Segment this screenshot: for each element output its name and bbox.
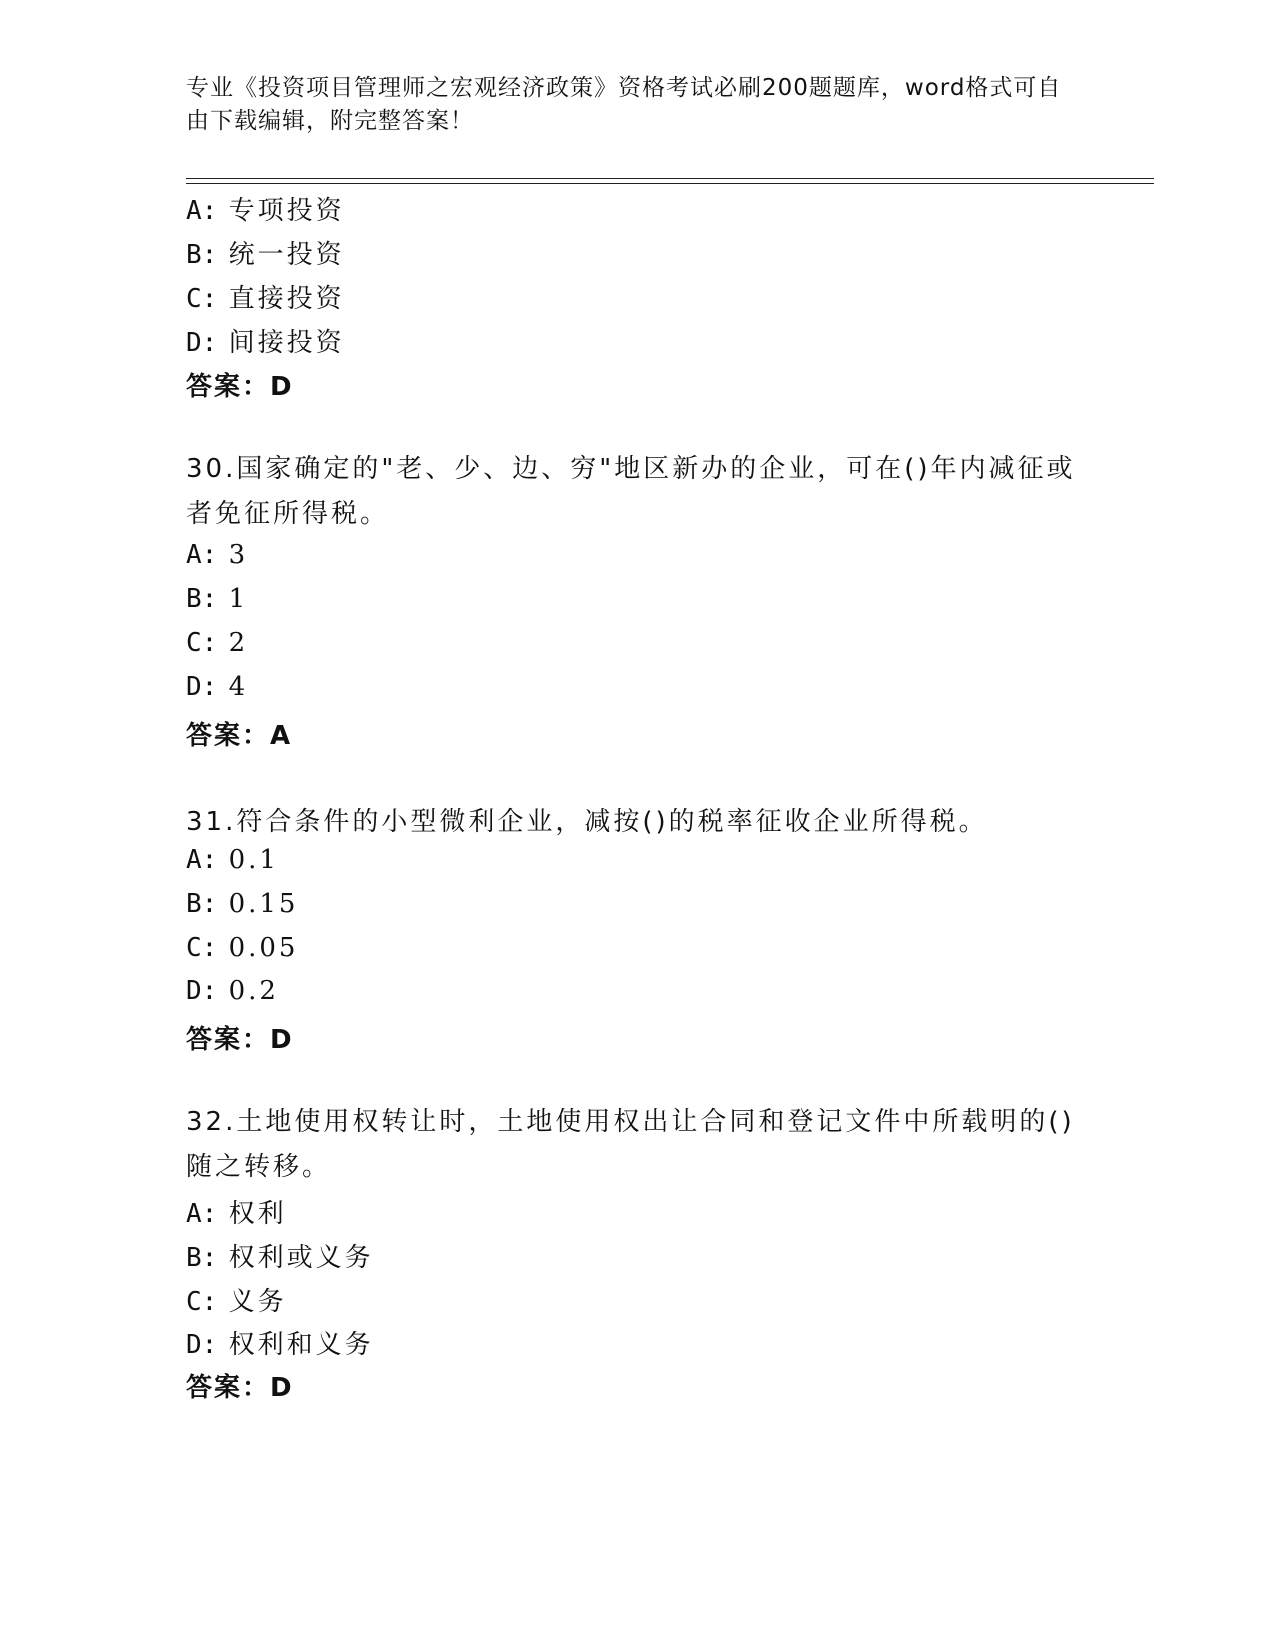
- option-a: A: 0.1: [186, 845, 279, 875]
- option-d: D: 0.2: [186, 976, 279, 1006]
- option-b: B: 1: [186, 584, 249, 614]
- question-stem: 30.国家确定的"老、少、边、穷"地区新办的企业，可在()年内减征或者免征所得税。: [186, 454, 1076, 529]
- header-rule-top: [186, 178, 1154, 179]
- option-c: C: 直接投资: [186, 284, 345, 314]
- option-a: A: 3: [186, 540, 249, 570]
- option-b: B: 0.15: [186, 889, 299, 919]
- option-c: C: 2: [186, 628, 249, 658]
- option-d: D: 4: [186, 672, 249, 702]
- question-stem: 32.土地使用权转让时，土地使用权出让合同和登记文件中所载明的()随之转移。: [186, 1107, 1075, 1182]
- answer-line: 答案：D: [186, 372, 294, 402]
- answer-line: 答案：D: [186, 1025, 294, 1055]
- option-b: B: 统一投资: [186, 240, 345, 270]
- option-a: A: 权利: [186, 1199, 287, 1229]
- option-c: C: 0.05: [186, 933, 299, 963]
- question-stem: 31.符合条件的小型微利企业，减按()的税率征收企业所得税。: [186, 807, 988, 837]
- answer-line: 答案：D: [186, 1373, 294, 1403]
- header-rule-bottom: [186, 183, 1154, 184]
- option-d: D: 权利和义务: [186, 1330, 374, 1360]
- document-header: 专业《投资项目管理师之宏观经济政策》资格考试必刷200题题库，word格式可自由下载编辑，附完整答案！: [186, 75, 1062, 134]
- answer-line: 答案：A: [186, 721, 293, 751]
- option-d: D: 间接投资: [186, 328, 345, 358]
- option-b: B: 权利或义务: [186, 1243, 374, 1273]
- option-a: A: 专项投资: [186, 196, 345, 226]
- option-c: C: 义务: [186, 1287, 287, 1317]
